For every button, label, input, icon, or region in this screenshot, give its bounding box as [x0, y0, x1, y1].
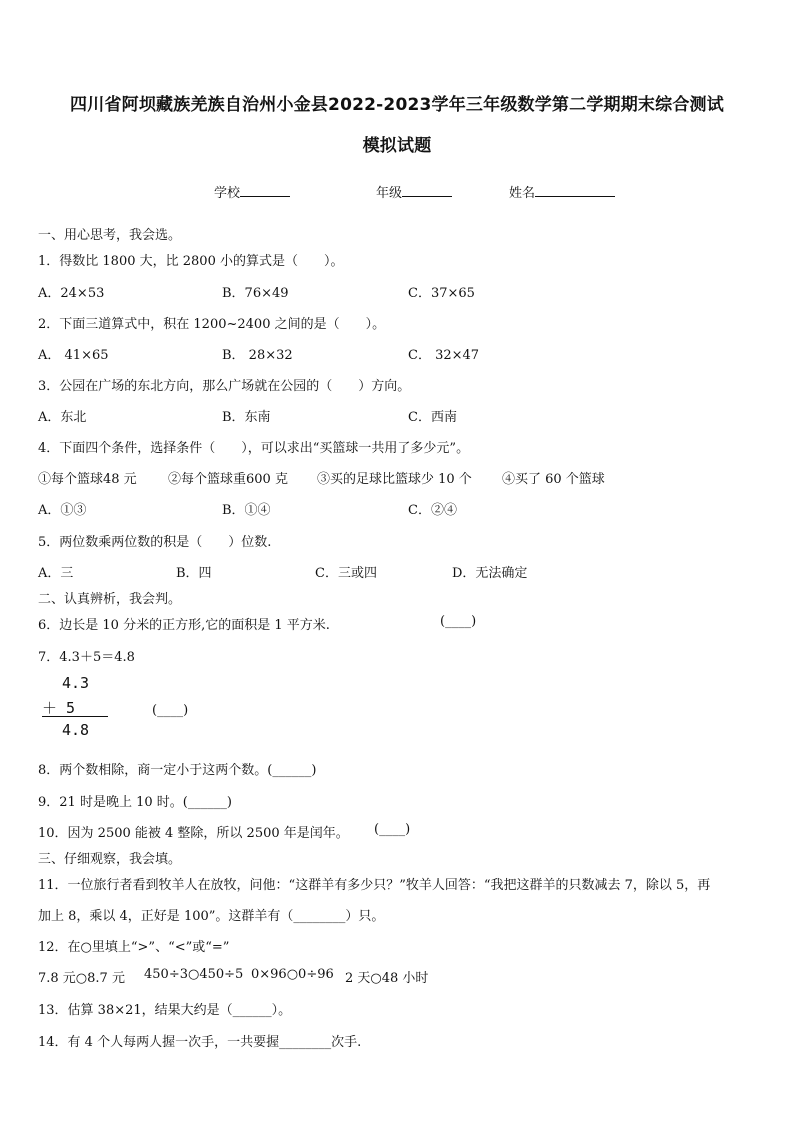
section-heading-3: 三、仔细观察，我会填。	[38, 852, 182, 867]
school-label: 学校	[214, 186, 241, 201]
q12-comparison-4[interactable]: 2 天○48 小时	[345, 971, 429, 986]
q4-option-b[interactable]: B．①④	[222, 503, 271, 518]
q12-comparison-2[interactable]: 450÷3○450÷5	[144, 967, 244, 982]
q7-vertical-middle: ＋ 5	[42, 699, 76, 717]
q4-option-a[interactable]: A．①③	[38, 503, 87, 518]
section-heading-1: 一、用心思考，我会选。	[38, 228, 182, 243]
section-heading-2: 二、认真辨析，我会判。	[38, 592, 182, 607]
paper-title-line-2: 模拟试题	[362, 136, 432, 156]
paper-title-line-1: 四川省阿坝藏族羌族自治州小金县2022-2023学年三年级数学第二学期期末综合测试	[70, 95, 724, 115]
question-12: 12．在○里填上“>”、“<”或“=”	[38, 940, 230, 955]
question-11-line-1: 11．一位旅行者看到牧羊人在放牧，问他：“这群羊有多少只？”牧羊人回答：“我把这群羊的只数减去 7，除以 5，再	[38, 878, 711, 893]
q5-option-d[interactable]: D．无法确定	[452, 566, 528, 581]
q6-answer-blank[interactable]: (____)	[440, 614, 477, 629]
grade-field	[376, 182, 452, 201]
question-8: 8．两个数相除，商一定小于这两个数。(______)	[38, 763, 317, 778]
q2-option-c[interactable]: C． 32×47	[408, 348, 480, 363]
question-10: 10．因为 2500 能被 4 整除，所以 2500 年是闰年。	[38, 826, 349, 841]
q3-option-a[interactable]: A．东北	[38, 410, 87, 425]
q5-option-c[interactable]: C．三或四	[315, 566, 377, 581]
q3-option-c[interactable]: C．西南	[408, 410, 457, 425]
question-5: 5．两位数乘两位数的积是（ ）位数.	[38, 535, 272, 550]
q5-option-b[interactable]: B．四	[176, 566, 212, 581]
q10-answer-blank[interactable]: (____)	[374, 822, 411, 837]
question-13: 13．估算 38×21，结果大约是（______）。	[38, 1003, 292, 1018]
q12-comparison-3[interactable]: 0×96○0÷96	[251, 967, 334, 982]
question-11-line-2: 加上 8，乘以 4，正好是 100”。这群羊有（________）只。	[38, 909, 385, 924]
q1-option-a[interactable]: A．24×53	[38, 286, 105, 301]
question-3: 3．公园在广场的东北方向，那么广场就在公园的（ ）方向。	[38, 379, 411, 394]
name-blank[interactable]	[535, 184, 615, 197]
question-4: 4．下面四个条件，选择条件（ ），可以求出“买篮球一共用了多少元”。	[38, 441, 470, 456]
q12-comparison-1[interactable]: 7.8 元○8.7 元	[38, 971, 125, 986]
q7-vertical-result: 4.8	[62, 721, 90, 739]
q2-option-b[interactable]: B． 28×32	[222, 348, 293, 363]
question-2: 2．下面三道算式中，积在 1200~2400 之间的是（ ）。	[38, 317, 386, 332]
q2-option-a[interactable]: A． 41×65	[38, 348, 109, 363]
q4-condition-3: ③买的足球比篮球少 10 个	[317, 472, 472, 487]
name-label: 姓名	[509, 186, 536, 201]
question-1: 1．得数比 1800 大，比 2800 小的算式是（ ）。	[38, 254, 344, 269]
grade-label: 年级	[376, 186, 403, 201]
q1-option-c[interactable]: C．37×65	[408, 286, 475, 301]
question-6: 6．边长是 10 分米的正方形,它的面积是 1 平方米.	[38, 618, 330, 633]
q7-vertical-top: 4.3	[62, 674, 90, 692]
q5-option-a[interactable]: A．三	[38, 566, 74, 581]
q4-condition-4: ④买了 60 个篮球	[502, 472, 605, 487]
school-blank[interactable]	[240, 184, 290, 197]
question-9: 9．21 时是晚上 10 时。(______)	[38, 795, 232, 810]
q4-option-c[interactable]: C．②④	[408, 503, 457, 518]
question-14: 14．有 4 个人每两人握一次手，一共要握________次手.	[38, 1035, 362, 1050]
q4-condition-2: ②每个篮球重600 克	[168, 472, 288, 487]
q7-vertical-rule	[42, 716, 108, 717]
school-field	[214, 182, 290, 201]
name-field	[509, 182, 615, 201]
question-7: 7．4.3＋5＝4.8	[38, 650, 135, 665]
q3-option-b[interactable]: B．东南	[222, 410, 271, 425]
q7-answer-blank[interactable]: (____)	[152, 703, 189, 718]
q1-option-b[interactable]: B．76×49	[222, 286, 289, 301]
grade-blank[interactable]	[402, 184, 452, 197]
q4-condition-1: ①每个篮球48 元	[38, 472, 137, 487]
